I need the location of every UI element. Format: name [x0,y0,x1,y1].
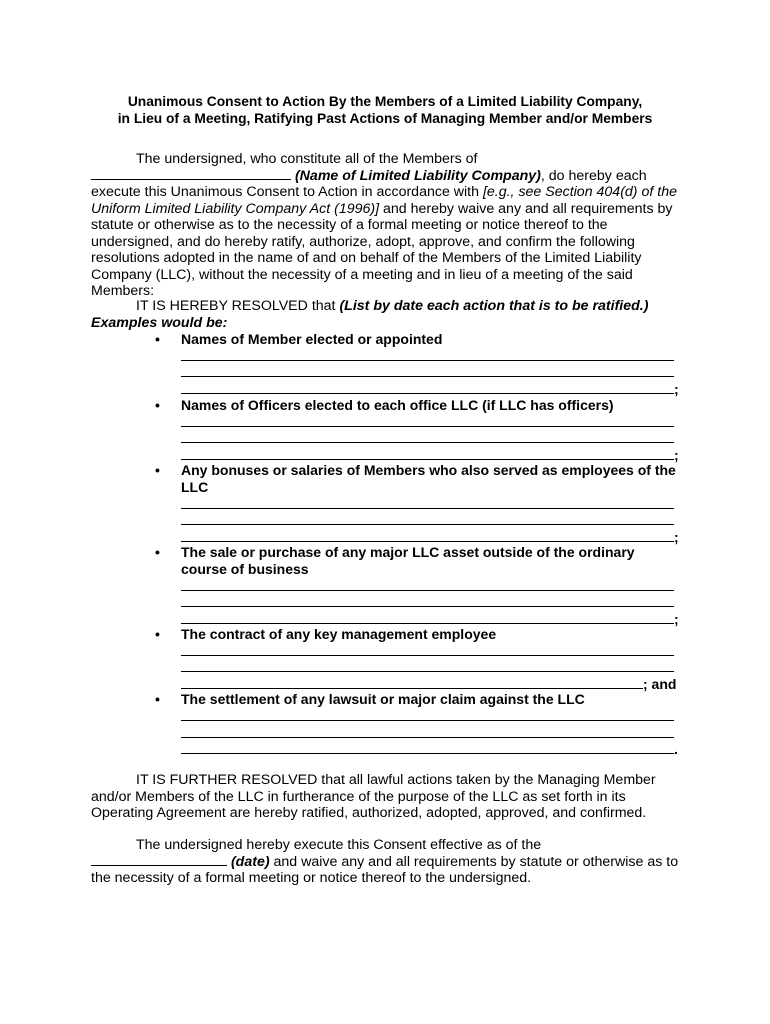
statute-reference: [e.g., see Section 404(d) of the Uniform Limited Liability Company Act (1996)] [91,184,677,217]
fill-in-line[interactable] [181,671,674,672]
fill-in-line[interactable] [181,720,674,721]
effective-date-blank[interactable] [91,854,227,866]
date-placeholder: (date) [230,853,270,870]
bullet-icon: • [155,331,160,347]
further-resolved-paragraph [91,772,679,822]
resolved-paragraph [91,298,679,331]
bullet-icon: • [155,691,160,707]
closing-lead: The undersigned hereby execute this Consent effective as of the [136,837,542,853]
fill-in-line[interactable] [181,360,674,361]
fill-in-line[interactable] [181,541,674,542]
document-title [60,93,710,127]
closing-text: and waive any and all requirements by statute or otherwise as to the necessity of a formal meeting or notice thereof to the undersigned. [91,853,679,886]
fill-in-line[interactable] [181,623,674,624]
list-item-label: Names of Officers elected to each office LLC (if LLC has officers) [181,397,614,413]
bullet-icon: • [155,397,160,413]
item-end-punctuation: . [674,741,678,757]
list-item-label: Names of Member elected or appointed [181,331,443,347]
fill-in-line[interactable] [181,508,674,509]
fill-in-line[interactable] [181,376,674,377]
further-resolved-text: IT IS FURTHER RESOLVED that all lawful actions taken by the Managing Member and/or Members of the LLC in furtherance of the purpose of the LLC as set forth in its Operating Agreement are hereby ratified, authorized, adopted, approved, and confirmed. [91,772,656,821]
resolved-instruction: (List by date each action that is to be ratified.) Examples would be: [91,298,649,331]
fill-in-line[interactable] [181,426,674,427]
company-name-placeholder: (Name of Limited Liability Company) [294,167,541,184]
fill-in-line[interactable] [181,442,674,443]
item-end-punctuation: ; and [643,676,677,692]
company-name-blank[interactable] [91,168,291,180]
fill-in-line[interactable] [181,459,674,460]
intro-lead: The undersigned, who constitute all of the Members of [136,151,478,167]
fill-in-line[interactable] [181,524,674,525]
resolved-lead: IT IS HEREBY RESOLVED that [136,298,340,314]
list-item-label: The sale or purchase of any major LLC asset outside of the ordinary course of business [181,544,635,577]
fill-in-line[interactable] [181,753,674,754]
item-end-punctuation: ; [674,611,679,627]
closing-paragraph [91,837,679,887]
item-end-punctuation: ; [674,381,679,397]
intro-text-b: and hereby waive any and all requirements by statute or otherwise as to the necessity of a formal meeting or notice thereof to the undersigned, and do hereby ratify, authorize, adopt, approve, and confirm the following resolutions adopted in the name of and on behalf of the Members of the Limited Liability Company (LLC), without the necessity of a meeting and in lieu of a meeting of the said Members: [91,200,673,299]
bullet-icon: • [155,544,160,560]
fill-in-line[interactable] [181,688,643,689]
bullet-icon: • [155,462,160,478]
bullet-icon: • [155,626,160,642]
title-line-1: Unanimous Consent to Action By the Members of a Limited Liability Company, [127,94,643,109]
fill-in-line[interactable] [181,737,674,738]
list-item-label: The settlement of any lawsuit or major claim against the LLC [181,691,585,707]
fill-in-line[interactable] [181,393,674,394]
list-item-label: Any bonuses or salaries of Members who also served as employees of the LLC [181,462,676,495]
fill-in-line[interactable] [181,606,674,607]
item-end-punctuation: ; [674,447,679,463]
list-item-label: The contract of any key management employee [181,626,497,642]
intro-text-a: , do hereby each execute this Unanimous Consent to Action in accordance with [91,167,647,200]
intro-paragraph [91,151,679,300]
fill-in-line[interactable] [181,590,674,591]
item-end-punctuation: ; [674,529,679,545]
title-line-2: in Lieu of a Meeting, Ratifying Past Actions of Managing Member and/or Members [117,111,653,126]
fill-in-line[interactable] [181,655,674,656]
